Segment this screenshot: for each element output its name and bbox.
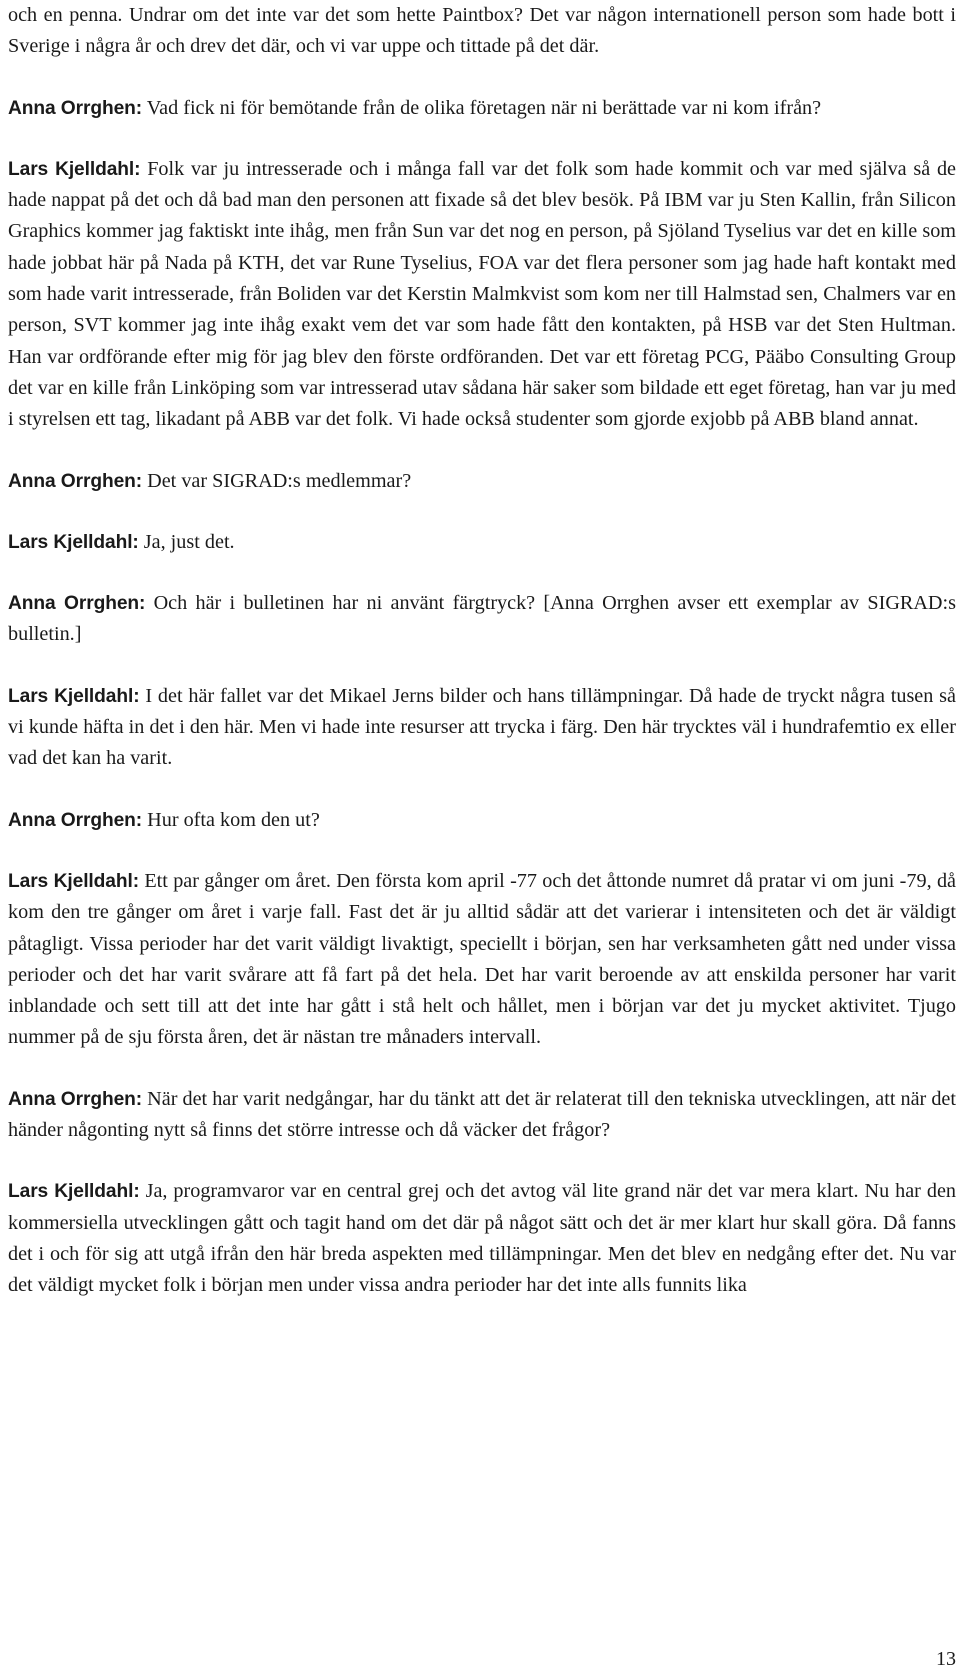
page-number: 13 [936, 1648, 956, 1670]
paragraph-text: När det har varit nedgångar, har du tänkt att det är relaterat till den tekniska utvecklingen, att när det händer någonting nytt så finns det större intresse och då väcker det frågor? [8, 1087, 956, 1142]
paragraph-answer [8, 1176, 956, 1301]
paragraph-text: Vad fick ni för bemötande från de olika företagen när ni berättade var ni kom ifrån? [146, 96, 822, 119]
paragraph-answer [8, 681, 956, 775]
paragraph-answer [8, 866, 956, 1054]
speaker-label: Anna Orrghen: [8, 470, 143, 492]
paragraph-answer [8, 154, 956, 436]
paragraph-text: Ja, just det. [143, 530, 235, 553]
document-body [8, 0, 956, 1332]
paragraph-text: Ett par gånger om året. Den första kom april -77 och det åttonde numret då pratar vi om juni -79, då kom den tre gånger om året i varje fall. Fast det är ju alltid sådär att det varierar i intensiteten och det är väldigt påtagligt. Vissa perioder har det varit väldigt livaktigt, speciellt i början, sen har verksamheten gått ned under vissa perioder och det har varit svårare att få fart på det hela. Det har varit beroende av att enskilda personer har varit inblandade och sett till att det inte har gått i stå helt och hållet, men i början var det ju mycket aktivitet. Tjugo nummer på de sju första åren, det är nästan tre månaders intervall. [8, 869, 957, 1049]
paragraph-text: Folk var ju intresserade och i många fall var det folk som hade kommit och var med själva så de hade nappat på det och då bad man den personen att fixade så det blev besök. På IBM var ju Sten Kallin, från Silicon Graphics kommer jag faktiskt inte ihåg, men från Sun var det nog en person, på Sjöland Tyselius var det en kille som hade jobbat här på Nada på KTH, det var Rune Tyselius, FOA var det flera personer som jag hade haft kontakt med som hade varit intresserade, från Boliden var det Kerstin Malmkvist som kom ner till Halmstad sen, Chalmers var en person, SVT kommer jag inte ihåg exakt vem det var som hade fått den kontakten, på HSB var det Sten Hultman. Han var ordförande efter mig för jag blev den förste ordföranden. Det var ett företag PCG, Pääbo Consulting Group det var en kille från Linköping som var intresserad utav sådana här saker som bildade ett eget företag, han var ju med i styrelsen ett tag, likadant på ABB var det folk. Vi hade också studenter som gjorde exjobb på ABB bland annat. [8, 157, 957, 431]
paragraph-text: Ja, programvaror var en central grej och det avtog väl lite grand när det var mera klart. Nu har den kommersiella utvecklingen gått och tagit hand om det där på något sätt och det är mer klart hur skall göra. Då fanns det i och för sig att utgå ifrån den här breda aspekten med tillämpningar. Men det blev en nedgång efter det. Nu var det väldigt mycket folk i början men under vissa andra perioder har det inte alls funnits lika [8, 1180, 957, 1297]
paragraph-text: Hur ofta kom den ut? [147, 808, 320, 831]
paragraph-text: och en penna. Undrar om det inte var det som hette Paintbox? Det var någon internationell person som hade bott i Sverige i några år och drev det där, och vi var uppe och tittade på det där. [8, 4, 956, 58]
speaker-label: Lars Kjelldahl: [8, 531, 139, 553]
paragraph-question [8, 93, 956, 124]
speaker-label: Anna Orrghen: [8, 593, 146, 615]
paragraph-continuation [8, 0, 956, 63]
speaker-label: Anna Orrghen: [8, 1088, 143, 1110]
paragraph-text: Och här i bulletinen har ni använt färgtryck? [Anna Orrghen avser ett exemplar av SIGRAD:s bulletin.] [8, 592, 956, 646]
paragraph-text: I det här fallet var det Mikael Jerns bilder och hans tillämpningar. Då hade de tryckt några tusen så vi kunde häfta in det i den här. Men vi hade inte resurser att trycka i färg. Den här trycktes väl i hundrafemtio ex eller vad det kan ha varit. [8, 684, 957, 770]
speaker-label: Lars Kjelldahl: [8, 685, 140, 707]
speaker-label: Lars Kjelldahl: [8, 1181, 140, 1203]
speaker-label: Lars Kjelldahl: [8, 870, 139, 892]
speaker-label: Anna Orrghen: [8, 97, 143, 119]
paragraph-answer [8, 527, 956, 558]
paragraph-text: Det var SIGRAD:s medlemmar? [147, 469, 412, 492]
speaker-label: Anna Orrghen: [8, 809, 143, 831]
paragraph-question [8, 466, 956, 497]
paragraph-question [8, 805, 956, 836]
paragraph-question [8, 588, 956, 651]
paragraph-question [8, 1084, 956, 1147]
speaker-label: Lars Kjelldahl: [8, 158, 141, 180]
